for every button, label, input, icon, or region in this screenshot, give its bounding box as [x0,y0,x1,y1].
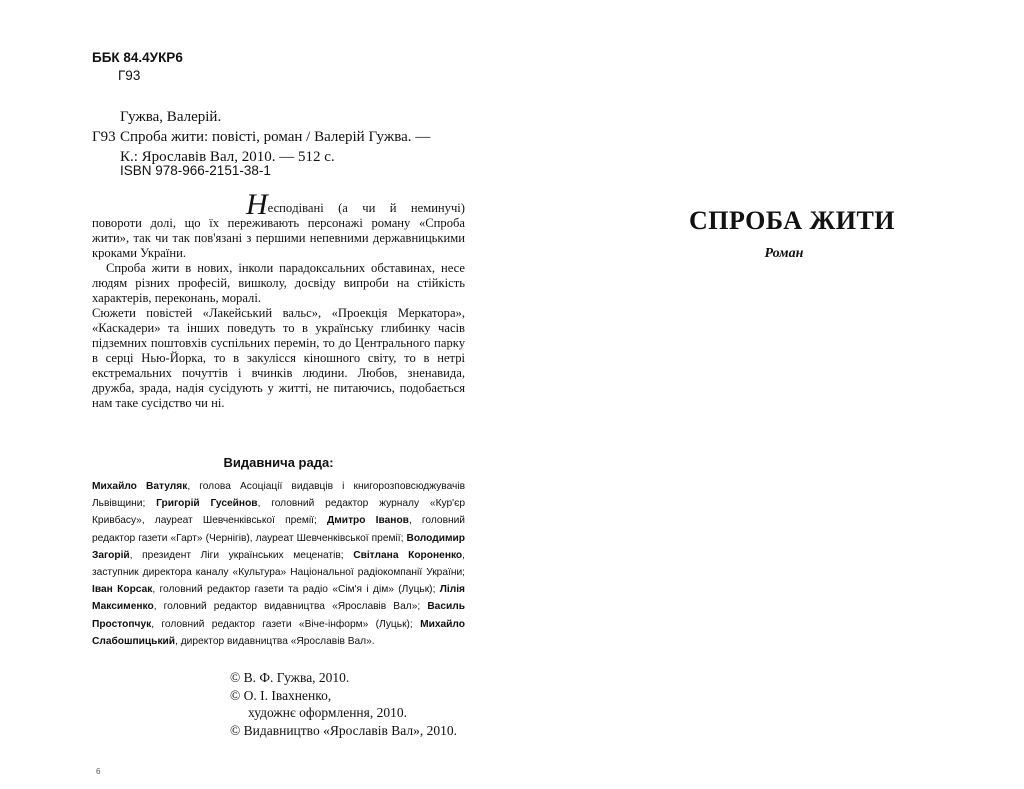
board-member-name: Світлана Короненко [353,549,463,561]
board-member-name: Лілія Максименко [92,584,465,613]
bbk-index: ББК 84.4УКР6 [92,50,183,65]
right-page [520,0,1024,789]
copyright-line-2: © О. І. Івахненко, [230,687,332,703]
board-member-description: , головний редактор газети та радіо «Сім'я і дім» (Луцьк); [152,584,440,596]
drop-cap: Н [246,188,268,221]
board-member-name: Дмитро Іванов [327,515,409,527]
bbk-author-code: Г93 [118,68,141,83]
board-member-description: , головний редактор газети «Віче-інформ» (Луцьк); [151,618,421,630]
entry-line-2: К.: Ярославів Вал, 2010. — 512 с. [120,149,335,165]
book-title: СПРОБА ЖИТИ [688,206,896,235]
book-genre: Роман [764,246,804,261]
annotation [92,188,465,411]
board-member-name: Михайло Слабошпицький [92,618,465,647]
board-member-name: Василь Простопчук [92,601,465,630]
bibliographic-record [92,107,452,167]
editorial-board-title: Видавнича рада: [223,455,334,470]
board-member-description: , головний редактор журналу «Кур'єр Кривбасу», лауреат Шевченківської премії; [92,498,465,527]
board-member-name: Григорій Гусейнов [156,498,258,510]
annotation-paragraph-1-text: еспoдівані (а чи й неминучі) повороти долі, що їх переживають персонажі роману «Спроба жити», так чи так пов'язані з першими непевними державницькими кроками України. [92,201,465,260]
board-member-name: Володимир Загорій [92,532,465,561]
board-member-description: , головний редактор видавництва «Ярославів Вал»; [153,601,428,613]
author-heading: Гужва, Валерій. [120,109,222,125]
annotation-paragraph-3: Сюжети повістей «Лакейський вальс», «Проекція Меркатора», «Каскадери» та інших поведуть то в українську глибинку часів підземних поштовхів суспільних перемін, то до Центрального парку в серці Нью-Йорка, то в закулісся кіношного світу, то в нетрі екстремальних почуттів і вчинків людини. Любов, зненавида, дружба, зрада, надія сусідують у житті, не питаючись, подобається нам таке сусідство чи ні. [92,306,465,410]
annotation-paragraph-2: Спроба жити в нових, інколи парадоксальних обставинах, несе людям різних професій, вишколу, досвіду випроби на стійкість характерів, переконань, моралі. [92,261,465,305]
page-mark: 6 [96,767,101,776]
board-member-description: , головний редактор газети «Гарт» (Чернігів), лауреат Шевченківської премії; [92,515,465,544]
isbn: ISBN 978-966-2151-38-1 [120,163,271,178]
board-member-description: , голова Асоціації видавців і книгорозповсюджувачів Львівщини; [92,481,465,510]
editorial-board-list [92,478,465,650]
board-member-description: , заступник директора каналу «Культура» Національної радіокомпанії України; [92,549,466,579]
copyright-line-4: © Видавництво «Ярославів Вал», 2010. [230,722,457,738]
entry-line-1: Спроба жити: повісті, роман / Валерій Гужва. — [120,129,431,145]
annotation-paragraph-1 [92,188,465,261]
board-member-name: Іван Корсак [92,584,153,596]
entry-code: Г93 [92,129,116,145]
board-member-name: Михайло Ватуляк [92,481,188,492]
board-member-description: , президент Ліги українських меценатів; [129,549,354,561]
copyright-line-1: © В. Ф. Гужва, 2010. [230,670,350,685]
bbk-block [92,49,183,85]
board-member-description: , директор видавництва «Ярославів Вал». [175,635,375,647]
copyright-block [230,669,457,739]
copyright-line-3: художнє оформлення, 2010. [248,705,407,721]
